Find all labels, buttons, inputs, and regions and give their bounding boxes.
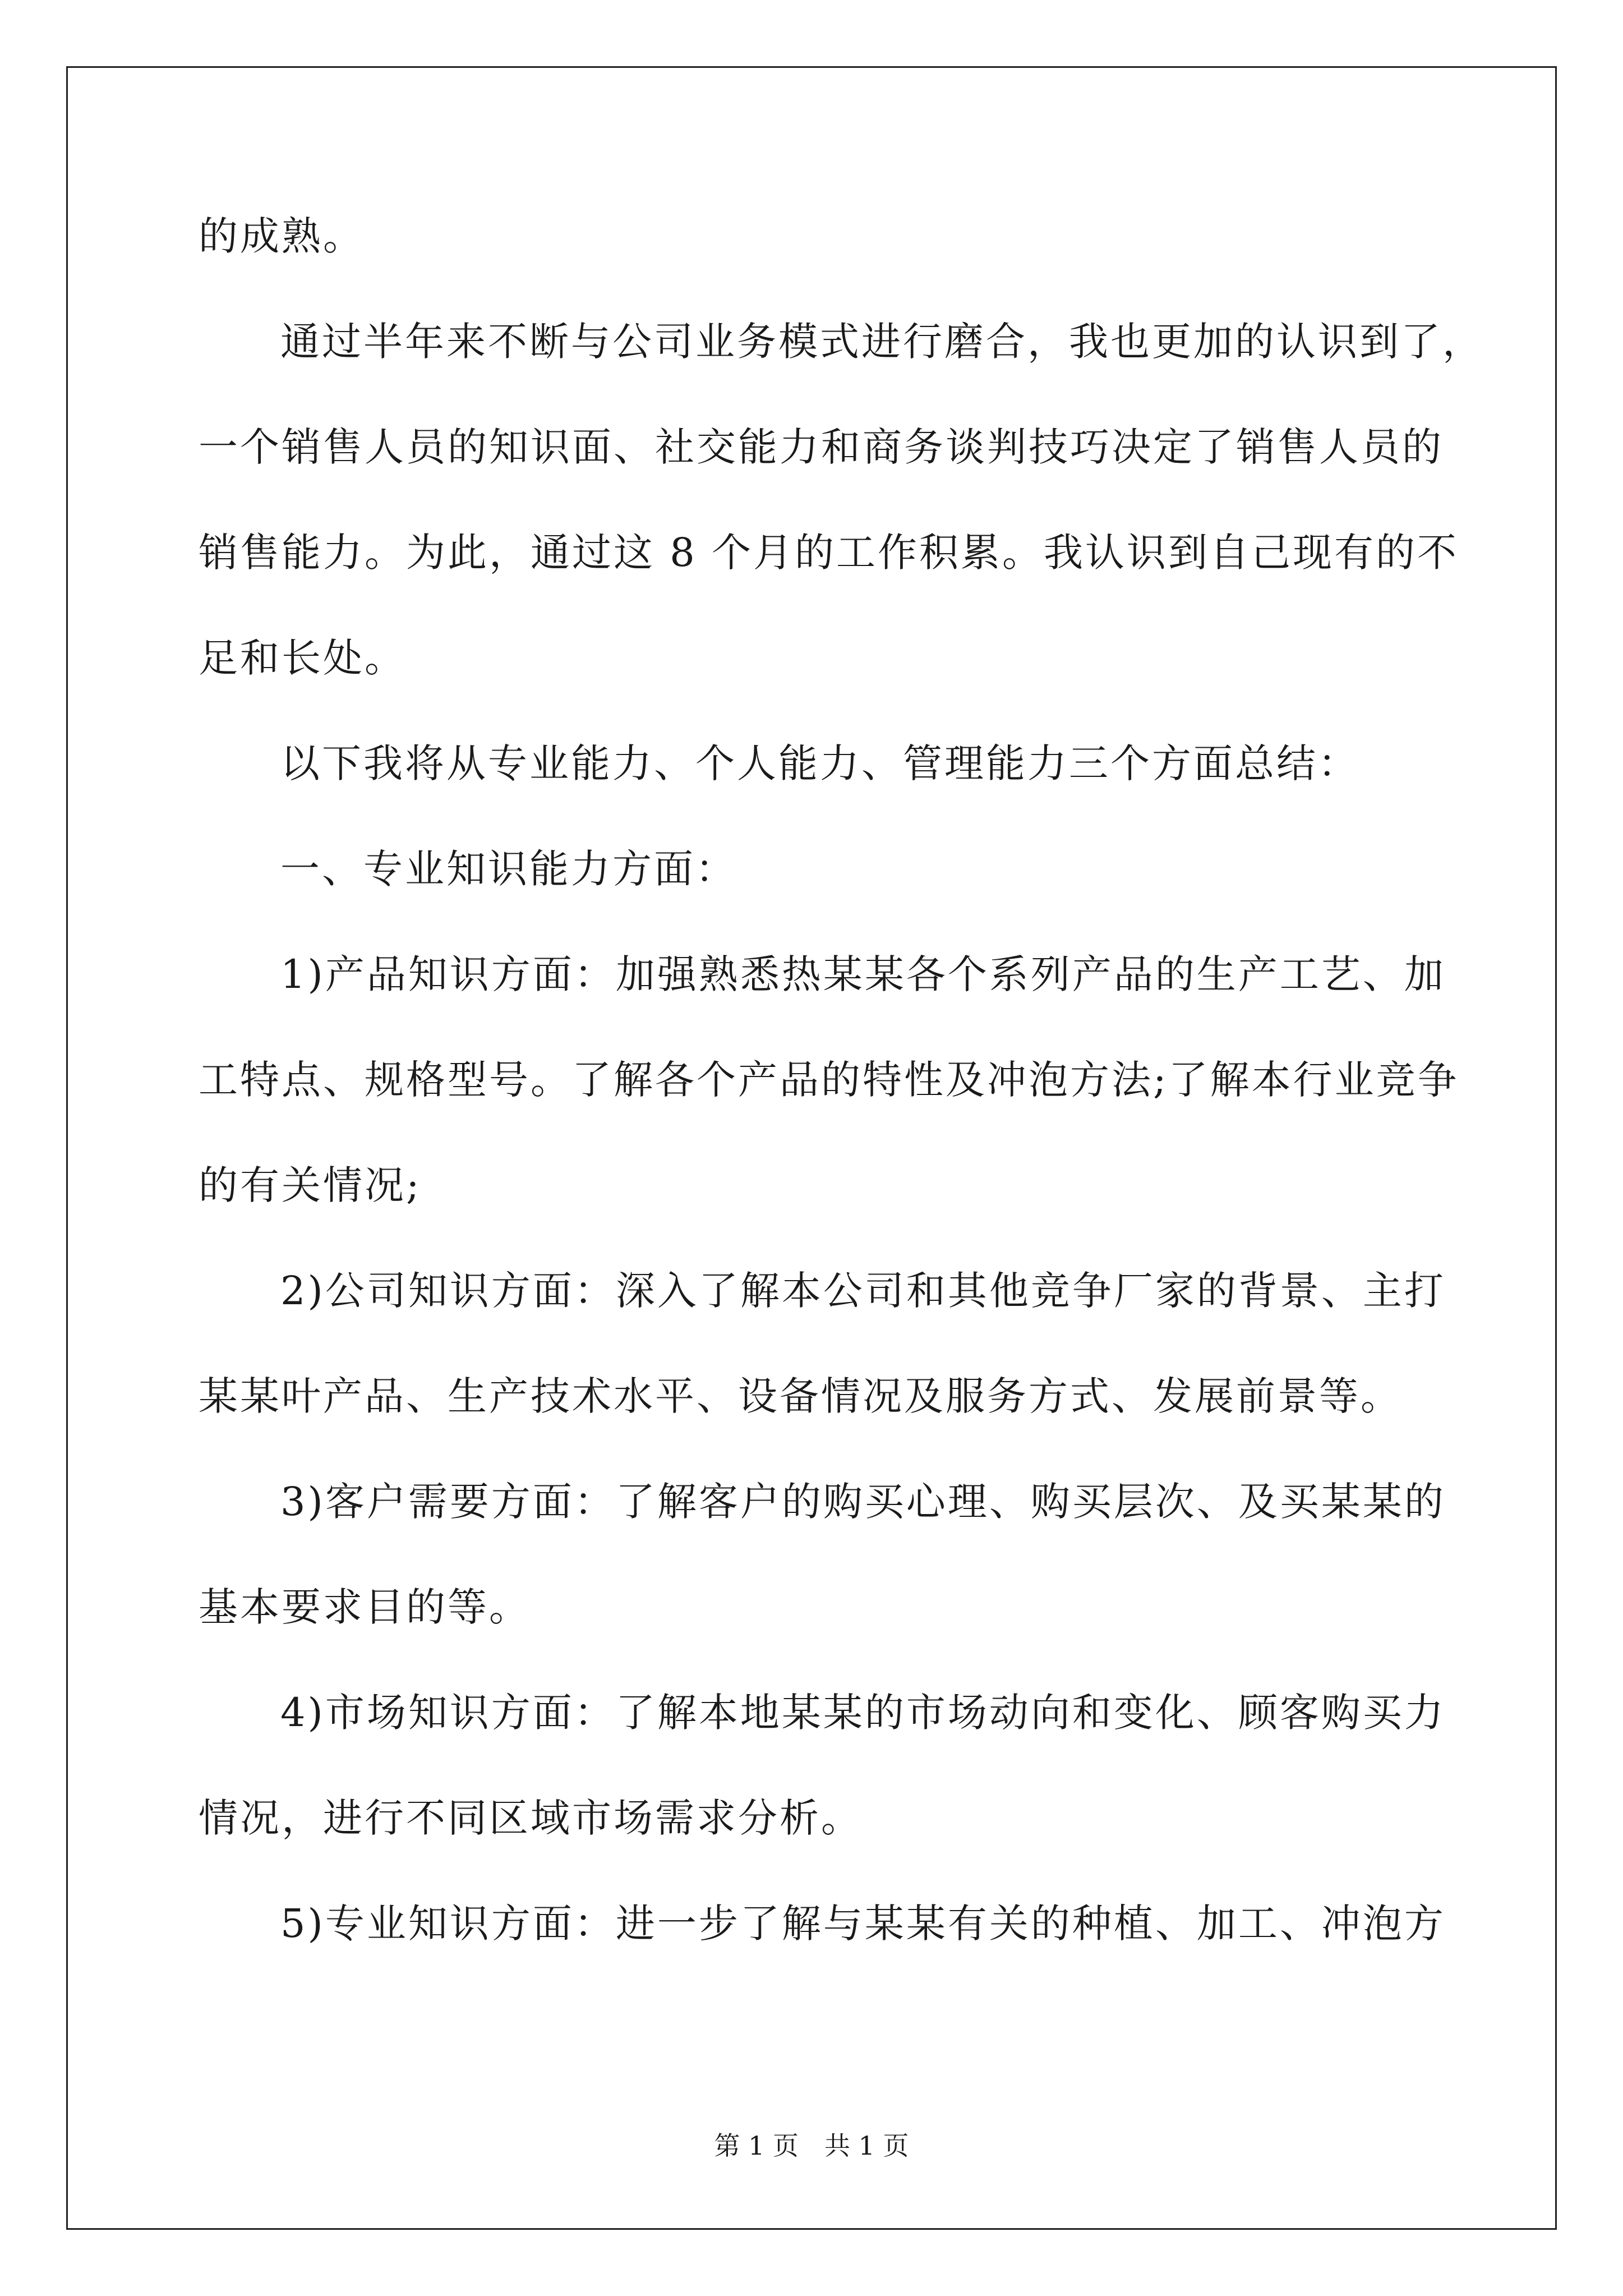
text-line: 工特点、规格型号。了解各个产品的特性及冲泡方法;了解本行业竞争 — [199, 1057, 1459, 1103]
paragraph-first-line: 1)产品知识方面：加强熟悉热某某各个系列产品的生产工艺、加 — [280, 951, 1446, 997]
text-line: 基本要求目的等。 — [199, 1584, 531, 1630]
text-line: 某某叶产品、生产技术水平、设备情况及服务方式、发展前景等。 — [199, 1373, 1402, 1419]
section-heading: 一、专业知识能力方面： — [280, 846, 737, 892]
paragraph-first-line: 通过半年来不断与公司业务模式进行磨合，我也更加的认识到了， — [280, 319, 1484, 365]
text-line: 情况，进行不同区域市场需求分析。 — [199, 1795, 863, 1841]
paragraph-first-line: 5)专业知识方面：进一步了解与某某有关的种植、加工、冲泡方 — [280, 1901, 1446, 1947]
paragraph-first-line: 3)客户需要方面：了解客户的购买心理、购买层次、及买某某的 — [280, 1479, 1446, 1525]
paragraph-first-line: 4)市场知识方面：了解本地某某的市场动向和变化、顾客购买力 — [280, 1690, 1446, 1736]
text-line: 的成熟。 — [199, 213, 365, 259]
text-line: 一个销售人员的知识面、社交能力和商务谈判技巧决定了销售人员的 — [199, 424, 1444, 470]
text-line: 足和长处。 — [199, 635, 406, 681]
text-line: 的有关情况; — [199, 1162, 422, 1208]
page-footer: 第 1 页 共 1 页 — [714, 2131, 909, 2161]
text-line: 销售能力。为此，通过这 8 个月的工作积累。我认识到自己现有的不 — [199, 530, 1459, 576]
paragraph-first-line: 以下我将从专业能力、个人能力、管理能力三个方面总结： — [280, 740, 1359, 786]
paragraph-first-line: 2)公司知识方面：深入了解本公司和其他竞争厂家的背景、主打 — [280, 1268, 1446, 1314]
